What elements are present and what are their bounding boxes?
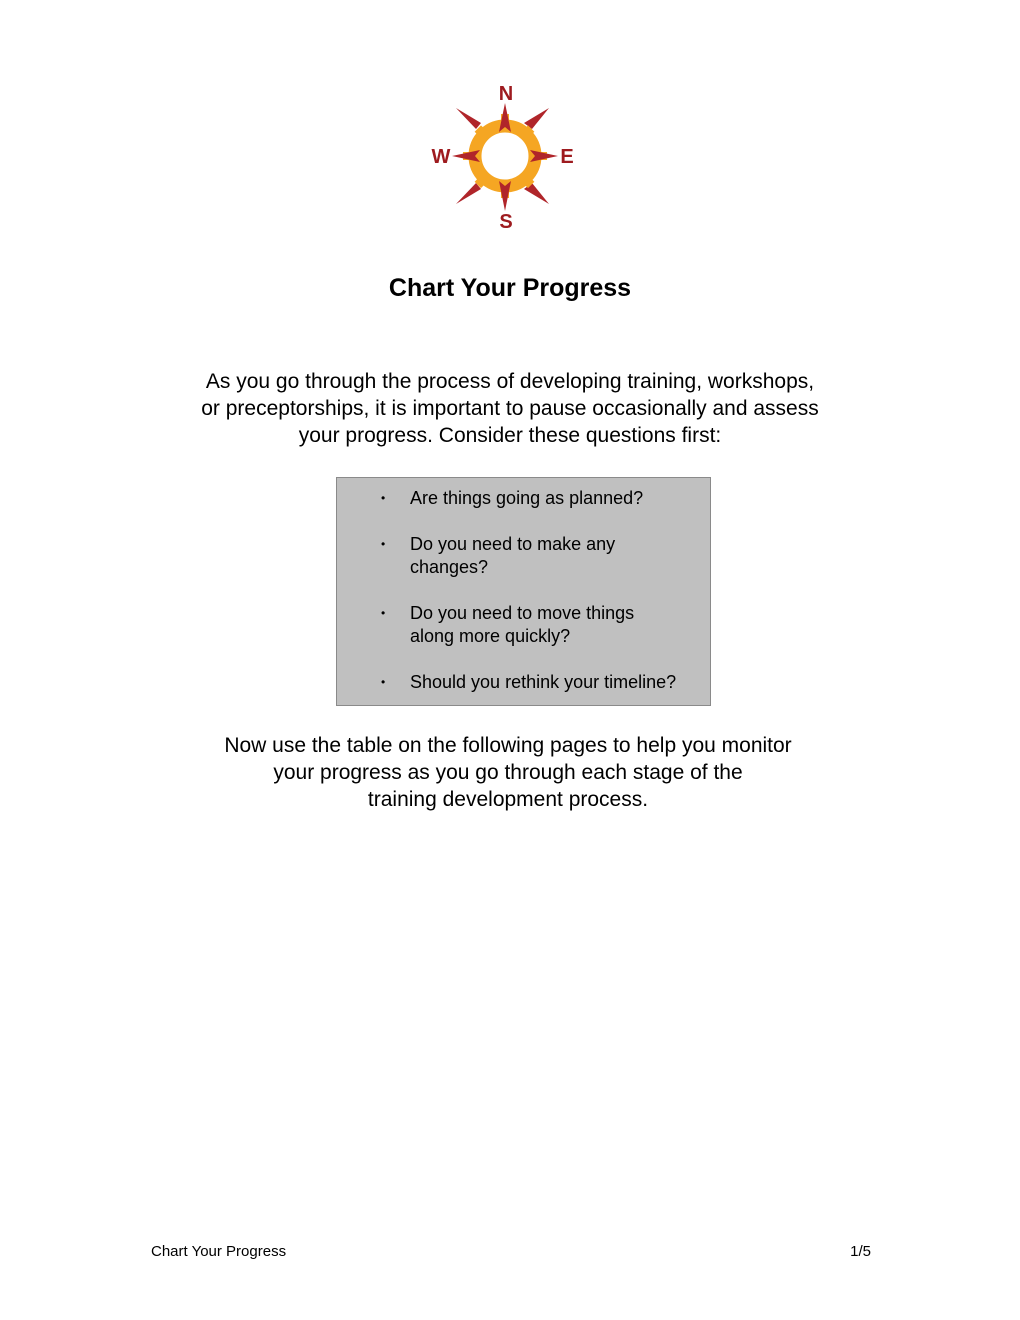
bullet: •: [381, 675, 386, 689]
question-text: Should you rethink your timeline?: [410, 672, 677, 692]
page-number: 1/5: [850, 1243, 871, 1260]
outro-line: your progress as you go through each stage of the: [273, 761, 743, 784]
question-text: Are things going as planned?: [410, 488, 644, 508]
compass-rose-icon: [420, 78, 584, 234]
bullet: •: [381, 537, 386, 551]
compass-west-label: W: [431, 146, 451, 168]
question-line: Do you need to move things: [410, 603, 635, 623]
intro-line: your progress. Consider these questions first:: [298, 424, 722, 447]
page-title: Chart Your Progress: [388, 274, 632, 302]
compass-south-label: S: [499, 211, 513, 233]
footer-title: Chart Your Progress: [151, 1243, 287, 1260]
compass-east-label: E: [560, 146, 574, 168]
intro-line: As you go through the process of developing training, workshops,: [205, 370, 815, 393]
question-text: [410, 533, 705, 579]
bullet: •: [381, 491, 386, 505]
bullet: •: [381, 606, 386, 620]
intro-line: or preceptorships, it is important to pause occasionally and assess: [201, 397, 819, 420]
question-line: along more quickly?: [410, 626, 571, 646]
compass-north-label: N: [498, 83, 514, 105]
question-line: changes?: [410, 557, 489, 577]
question-text: [410, 602, 705, 648]
outro-line: Now use the table on the following pages to help you monitor: [224, 734, 792, 757]
question-line: Do you need to make any: [410, 534, 616, 554]
intro-paragraph: [150, 368, 870, 449]
questions-box: [336, 477, 711, 706]
outro-line: training development process.: [367, 788, 649, 811]
outro-paragraph: [150, 732, 866, 813]
